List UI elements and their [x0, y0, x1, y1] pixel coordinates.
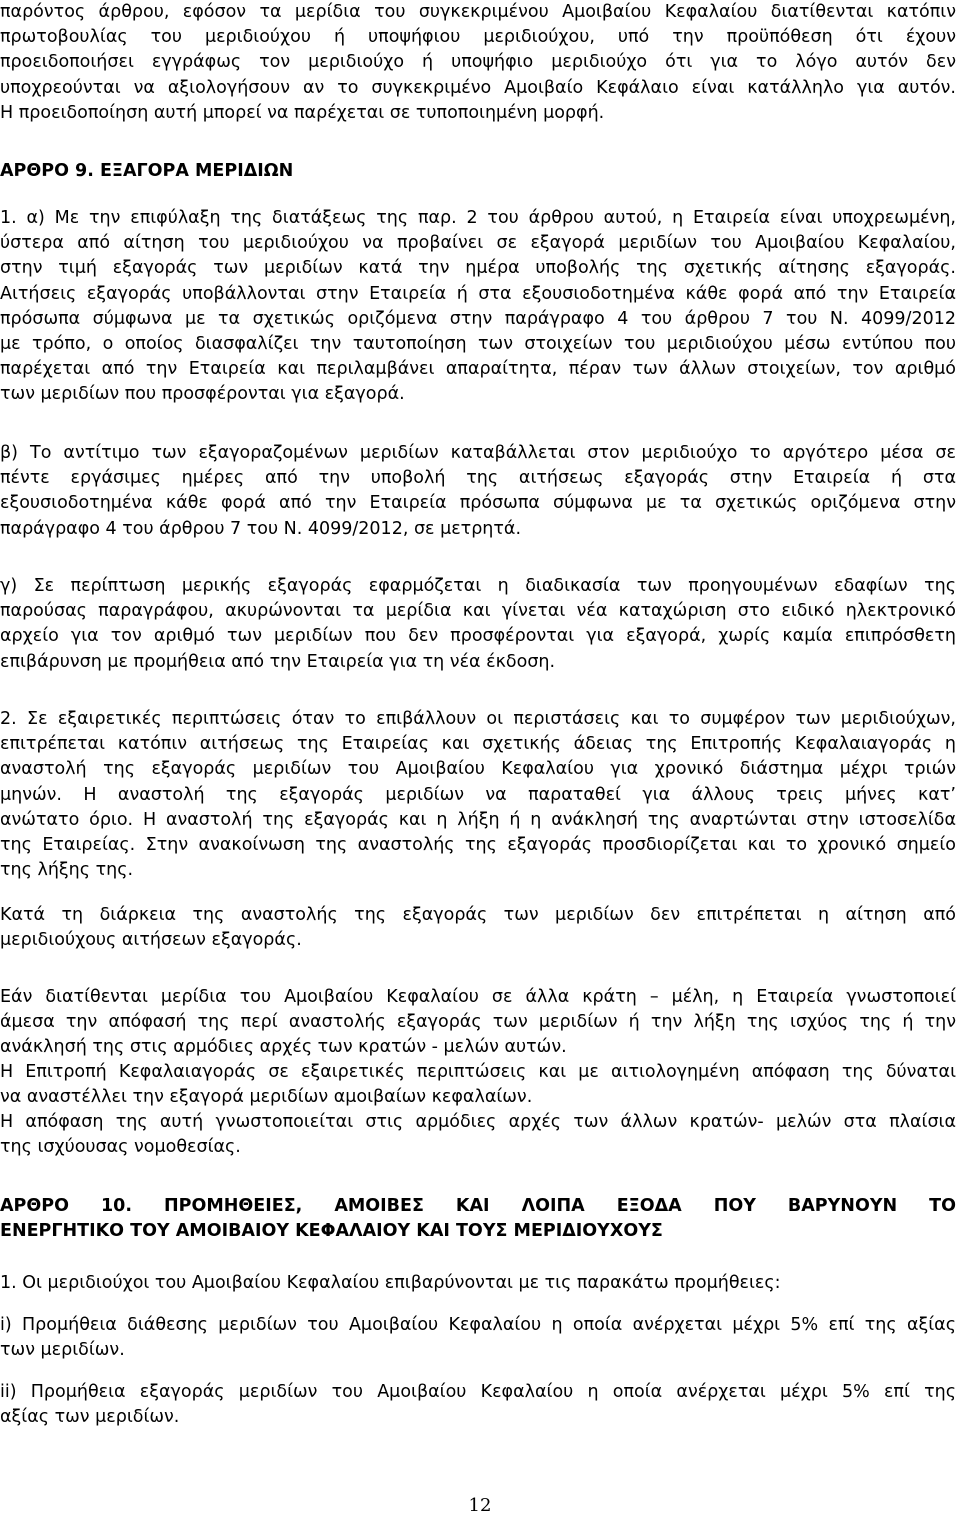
text-line: εξουσιοδοτημένα κάθε φορά από την Εταιρεία πρόσωπα σύμφωνα με τα σχετικώς οριζόμενα στην	[0, 493, 956, 514]
text-line: αξίας των μεριδίων.	[0, 1407, 180, 1428]
text-line: Κατά τη διάρκεια της αναστολής της εξαγοράς των μεριδίων δεν επιτρέπεται η αίτηση από	[0, 905, 956, 925]
text-line: Αιτήσεις εξαγοράς υποβάλλονται στην Εταιρεία ή στα εξουσιοδοτημένα κάθε φορά από την Εταιρεία	[0, 283, 956, 304]
text-line: παρόντος άρθρου, εφόσον τα μερίδια του συγκεκριμένου Αμοιβαίου Κεφαλαίου διατίθενται κατόπιν	[0, 2, 956, 22]
article-9-paragraph-3	[0, 903, 956, 953]
article-9-paragraph-2	[0, 707, 956, 883]
article-9-paragraph-1a	[0, 206, 956, 408]
text-line: άμεσα την απόφασή της περί αναστολής εξαγοράς των μεριδίων ή την λήξη της ισχύος της ή την	[0, 1012, 956, 1033]
text-line: 2. Σε εξαιρετικές περιπτώσεις όταν το επιβάλλουν οι περιστάσεις και το συμφέρον των μεριδιούχων,	[0, 709, 956, 729]
article-9-paragraph-1c	[0, 574, 956, 675]
text-line: με τρόπο, ο οποίος διασφαλίζει την ταυτοποίηση των στοιχείων του μεριδιούχου μέσω εντύπου που	[0, 334, 956, 355]
article-9-paragraph-1b	[0, 441, 956, 542]
text-line: Η απόφαση της αυτή γνωστοποιείται στις αρμόδιες αρχές των άλλων κρατών- μελών στα πλαίσια	[0, 1112, 956, 1132]
text-line: αρχείο για τον αριθμό των μεριδίων που δεν προσφέρονται για εξαγορά, χωρίς καμία επιπρόσθετη	[0, 626, 956, 647]
text-line: μεριδιούχους αιτήσεων εξαγοράς.	[0, 930, 302, 951]
text-line: παράγραφο 4 του άρθρου 7 του Ν. 4099/2012, σε μετρητά.	[0, 518, 522, 539]
text-line: της λήξης της.	[0, 860, 134, 881]
intro-paragraph	[0, 0, 956, 126]
article-9-heading: ΑΡΘΡΟ 9. ΕΞΑΓΟΡΑ ΜΕΡΙΔΙΩΝ	[0, 161, 294, 181]
article-10-item-ii	[0, 1380, 956, 1430]
text-line: της Εταιρείας. Στην ανακοίνωση της αναστολής της εξαγοράς προσδιορίζεται και το χρονικό σημείο	[0, 835, 956, 856]
text-line: επιβάρυνση με προμήθεια από την Εταιρεία για τη νέα έκδοση.	[0, 651, 556, 672]
text-line: Η προειδοποίηση αυτή μπορεί να παρέχεται σε τυποποιημένη μορφή.	[0, 102, 605, 123]
text-line: ύστερα από αίτηση του μεριδιούχου να προβαίνει σε εξαγορά μεριδίων του Αμοιβαίου Κεφαλαίου,	[0, 233, 956, 254]
article-9-paragraph-4	[0, 985, 956, 1061]
text-line: να αναστέλλει την εξαγορά μεριδίων αμοιβαίων κεφαλαίων.	[0, 1087, 533, 1108]
text-line: παρέχεται από την Εταιρεία και περιλαμβάνει απαραίτητα, πέραν των άλλων στοιχείων, τον αριθμό	[0, 359, 956, 380]
text-line: Η Επιτροπή Κεφαλαιαγοράς σε εξαιρετικές περιπτώσεις και με αιτιολογημένη απόφαση της δύναται	[0, 1062, 956, 1082]
text-line: ΑΡΘΡΟ 10. ΠΡΟΜΗΘΕΙΕΣ, ΑΜΟΙΒΕΣ ΚΑΙ ΛΟΙΠΑ ΕΞΟΔΑ ΠΟΥ ΒΑΡΥΝΟΥΝ ΤΟ	[0, 1196, 956, 1216]
article-9-paragraph-6	[0, 1110, 956, 1160]
article-10-item-i	[0, 1313, 956, 1363]
article-10-paragraph-1: 1. Οι μεριδιούχοι του Αμοιβαίου Κεφαλαίου επιβαρύνονται με τις παρακάτω προμήθειες:	[0, 1273, 781, 1293]
text-line: Εάν διατίθενται μερίδια του Αμοιβαίου Κεφαλαίου σε άλλα κράτη – μέλη, η Εταιρεία γνωστοποιεί	[0, 987, 956, 1007]
text-line: αναστολή της εξαγοράς μεριδίων του Αμοιβαίου Κεφαλαίου για χρονικό διάστημα μέχρι τριών	[0, 759, 956, 780]
text-line: προειδοποιήσει εγγράφως τον μεριδιούχο ή υποψήφιο μεριδιούχο ότι για το λόγο αυτόν δεν	[0, 52, 956, 73]
text-line: πέντε εργάσιμες ημέρες από την υποβολή της αιτήσεως εξαγοράς στην Εταιρεία ή στα	[0, 468, 956, 489]
text-line: ανώτατο όριο. Η αναστολή της εξαγοράς και η λήξη ή η ανάκλησή της αναρτώνται στην ιστοσελίδα	[0, 809, 956, 830]
article-10-heading	[0, 1194, 956, 1244]
text-line: στην τιμή εξαγοράς των μεριδίων κατά την ημέρα υποβολής της σχετικής αίτησης εξαγοράς.	[0, 258, 956, 279]
page-number: 12	[468, 1495, 492, 1516]
text-line: ΕΝΕΡΓΗΤΙΚΟ ΤΟΥ ΑΜΟΙΒΑΙΟΥ ΚΕΦΑΛΑΙΟΥ ΚΑΙ ΤΟΥΣ ΜΕΡΙΔΙΟΥΧΟΥΣ	[0, 1221, 663, 1242]
text-line: πρόσωπα σύμφωνα με τα σχετικώς οριζόμενα στην παράγραφο 4 του άρθρου 7 του Ν. 4099/2012	[0, 308, 956, 329]
text-line: της ισχύουσας νομοθεσίας.	[0, 1137, 241, 1158]
article-9-paragraph-5	[0, 1060, 956, 1110]
text-line: ανάκλησή της στις αρμόδιες αρχές των κρατών - μελών αυτών.	[0, 1037, 567, 1058]
text-line: επιτρέπεται κατόπιν αιτήσεως της Εταιρείας και σχετικής άδειας της Επιτροπής Κεφαλαιαγοράς η	[0, 734, 956, 755]
text-line: πρωτοβουλίας του μεριδιούχου ή υποψήφιου μεριδιούχου, υπό την προϋπόθεση ότι έχουν	[0, 27, 956, 48]
text-line: των μεριδίων.	[0, 1340, 125, 1361]
text-line: μηνών. Η αναστολή της εξαγοράς μεριδίων να παραταθεί για άλλους τρεις μήνες κατ’	[0, 784, 956, 805]
text-line: 1. α) Με την επιφύλαξη της διατάξεως της παρ. 2 του άρθρου αυτού, η Εταιρεία είναι υποχρεωμένη,	[0, 208, 956, 228]
text-line: i) Προμήθεια διάθεσης μεριδίων του Αμοιβαίου Κεφαλαίου η οποία ανέρχεται μέχρι 5% επί της αξίας	[0, 1315, 956, 1335]
text-line: των μεριδίων που προσφέρονται για εξαγορά.	[0, 384, 405, 405]
text-line: υποχρεούνται να αξιολογήσουν αν το συγκεκριμένο Αμοιβαίο Κεφάλαιο είναι κατάλληλο για αυτόν.	[0, 77, 956, 98]
text-line: ii) Προμήθεια εξαγοράς μεριδίων του Αμοιβαίου Κεφαλαίου η οποία ανέρχεται μέχρι 5% επί της	[0, 1382, 956, 1402]
text-line: γ) Σε περίπτωση μερικής εξαγοράς εφαρμόζεται η διαδικασία των προηγουμένων εδαφίων της	[0, 576, 956, 596]
text-line: β) Το αντίτιμο των εξαγοραζομένων μεριδίων καταβάλλεται στον μεριδιούχο το αργότερο μέσα σε	[0, 443, 956, 463]
text-line: παρούσας παραγράφου, ακυρώνονται τα μερίδια και γίνεται νέα καταχώριση στο ειδικό ηλεκτρονικό	[0, 601, 956, 622]
